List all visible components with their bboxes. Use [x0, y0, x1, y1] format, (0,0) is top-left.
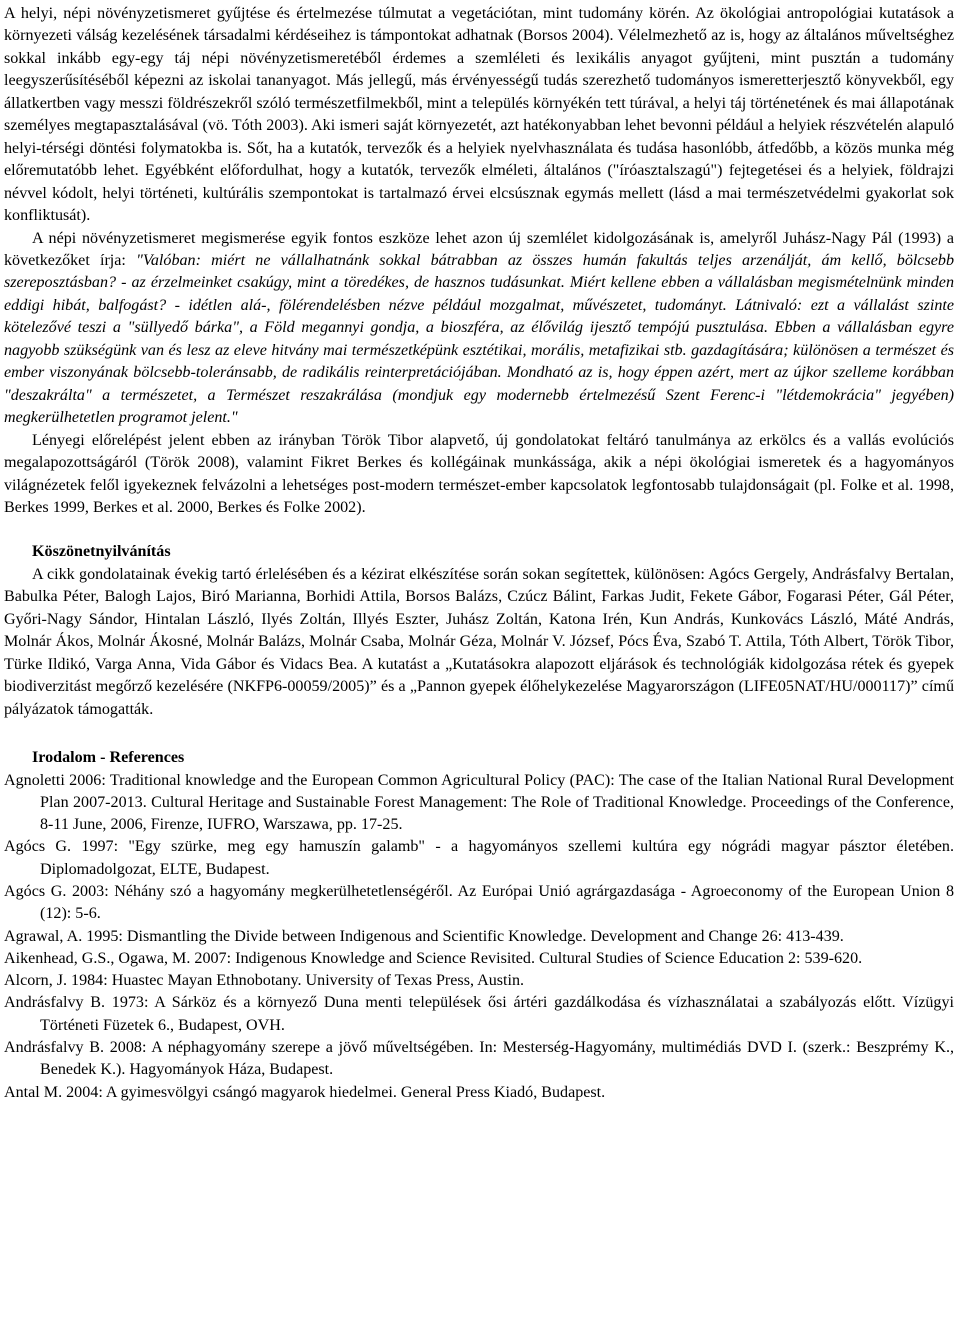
italic-quote-run: "Valóban: miért ne vállalhatnánk sokkal bátrabban az összes humán fakultás teljes arzenálját, ám kellő, bölcsebb szereposztásban? - az érzelmeinket csakúgy, mint a töredékes, de hasznos tudásunkat. Miért kellene ebben a vállalásban megismételnünk minden eddigi hibát, balfogást? - idétlen alá-, fölérendelésben nézve például mozgalmat, művészetet, tudományt. Látnivaló: ezt a vállalást szinte kötelezővé teszi a "süllyedő bárka", a Föld megannyi gondja, a bioszféra, az élővilág ijesztő tempójú pusztulása. Ebben a vállalásban egyre nagyobb szükségünk van és lesz az eleve hitvány mai természetképünk esztétikai, morális, metafizikai stb. gazdagítására; különösen a természet és ember viszonyának bölcsebb-toleránsabb, de radikális reinterpretációjában. Mondható az is, hogy éppen azért, mert az újkor szelleme korábban "deszakrálta" a természetet, a Természet reszakrálása (mondjuk egy modernebb értelmezésű Szent Ferenc-i "létdemokrácia" jegyében) megkerülhetetlen programot jelent." — [4, 251, 955, 427]
section-spacer — [4, 721, 954, 747]
acknowledgements-heading: Köszönetnyilvánítás — [32, 543, 171, 561]
reference-item: Agrawal, A. 1995: Dismantling the Divide between Indigenous and Scientific Knowledge. Development and Change 26: 413-439. — [4, 927, 844, 945]
reference-item: Alcorn, J. 1984: Huastec Mayan Ethnobotany. University of Texas Press, Austin. — [4, 972, 525, 990]
references-heading: Irodalom - References — [32, 749, 185, 767]
body-paragraph-1 — [4, 3, 954, 228]
text-run: A népi növényzetismeret megismerése egyik fontos eszköze lehet azon új szemlélet kidolgozásának is, amelyről Juhász-Nagy Pál (1993) a következőket írja: — [4, 229, 954, 269]
reference-item: Andrásfalvy B. 2008: A néphagyomány szerepe a jövő műveltségében. In: Mesterség-Hagyomány, multimédiás DVD I. (szerk.: Beszprémy K., Benedek K.). Hagyományok Háza, Budapest. — [4, 1039, 954, 1079]
text-run: A helyi, népi növényzetismeret gyűjtése és értelmezése túlmutat a vegetációtan, mint tudomány körén. Az ökológiai antropológiai kutatások a környezeti válság kezelésének társadalmi kérdéseihez is támpontokat adhatnak (Borsos 2004). Vélelmezhető az is, hogy az általános műveltséghez sokkal inkább egy-egy táj népi növényzetismeretéből érdemes a szemléleti és lexikális anyagot gyűjteni, mint pusztán a tudomány leegyszerűsítéséből képezni az iskolai tananyagot. Más jellegű, más érvényességű tudás szerezhető tudományos ismeretterjesztő könyvekből, egy állatkertben vagy messzi földrészekről szóló természetfilmekből, mint a település környékén tett túrával, a helyi táj történetének és mai állapotának személyes megtapasztalásával (vö. Tóth 2003). Aki ismeri saját környezetét, azt hatékonyabban lehet bevonni például a helyiek részvételén alapuló helyi-térségi döntési folymatokba is. Sőt, ha a kutatók, tervezők és a helyiek nyelvhasználata és tudása hasonlóbb, átfedőbb, a közös munka még előremutatóbb lehet. Egyébként előfordulhat, hogy a kutatók, tervezők elméleti, általános ("íróasztalszagú") fejtegetései és a helyiek, földrajzi névvel kódolt, helyi történeti, kultúrális szempontokat is tartalmazó érvei elcsúsznak egymás mellett (lásd a mai természetvédelmi gyakorlat sok konfliktusát). — [4, 5, 954, 225]
reference-list — [4, 770, 954, 1104]
text-run: Lényegi előrelépést jelent ebben az irányban Török Tibor alapvető, új gondolatokat feltáró tanulmánya az erkölcs és a vallás evolúciós megalapozottságáról (Török 2008), valamint Fikret Berkes és kollégáinak munkássága, akik a népi ökológiai ismeretek és a hagyományos világnézetek felől igyekeznek felvázolni a lehetséges post-modern természet-ember kapcsolatok legfontosabb tulajdonságait (pl. Folke et al. 1998, Berkes 1999, Berkes et al. 2000, Berkes és Folke 2002). — [4, 431, 954, 516]
reference-item: Agnoletti 2006: Traditional knowledge and the European Common Agricultural Policy (PAC): The case of the Italian National Rural Development Plan 2007-2013. Cultural Heritage and Sustainable Forest Management: The Role of Traditional Knowledge. Proceedings of the Conference, 8-11 June, 2006, Firenze, IUFRO, Warszawa, pp. 17-25. — [4, 771, 954, 834]
body-paragraph-2 — [4, 228, 954, 430]
reference-item: Antal M. 2004: A gyimesvölgyi csángó magyarok hiedelmei. General Press Kiadó, Budapest. — [4, 1083, 606, 1101]
references-section — [4, 747, 954, 1104]
body-paragraph-3 — [4, 430, 954, 520]
acknowledgements-text: A cikk gondolatainak évekig tartó érlelésében és a kézirat elkészítése során sokan segítettek, különösen: Agócs Gergely, Andrásfalvy Bertalan, Babulka Péter, Balogh Lajos, Biró Marianna, Borhidi Attila, Borsos Balázs, Czúcz Bálint, Farkas Judit, Fekete Gábor, Fogarasi Péter, Gál Péter, Győri-Nagy Sándor, Hintalan László, Ilyés Zoltán, Illyés Eszter, Juhász Zoltán, Katona Irén, Kun András, Kunkovács László, Máté András, Molnár Ákos, Molnár Ákosné, Molnár Balázs, Molnár Csaba, Molnár Géza, Molnár V. József, Pócs Éva, Szabó T. Attila, Tóth Albert, Török Tibor, Türke Ildikó, Varga Anna, Vida Gábor és Vidacs Bea. A kutatást a „Kutatásokra alapozott eljárások és technológiák kidolgozása rétek és gyepek biodiverzitást megőrző kezelésére (NKFP6-00059/2005)” és a „Pannon gyepek élőhelykezelése Magyarországon (LIFE05NAT/HU/000117)” című pályázatok támogatták. — [4, 565, 954, 718]
reference-item: Andrásfalvy B. 1973: A Sárköz és a környező Duna menti települések ősi ártéri gazdálkodása és vízhasználatai a szabályozás előtt. Vízügyi Történeti Füzetek 6., Budapest, OVH. — [4, 994, 954, 1034]
reference-item: Agócs G. 2003: Néhány szó a hagyomány megkerülhetetlenségéről. Az Európai Unió agrárgazdasága - Agroeconomy of the European Union 8 (12): 5-6. — [4, 882, 954, 923]
section-spacer — [4, 519, 954, 541]
acknowledgements-section — [4, 541, 954, 721]
reference-item: Agócs G. 1997: "Egy szürke, meg egy hamuszín galamb" - a hagyományos szellemi kultúra egy nógrádi magyar pásztor életében. Diplomadolgozat, ELTE, Budapest. — [4, 838, 954, 878]
reference-item: Aikenhead, G.S., Ogawa, M. 2007: Indigenous Knowledge and Science Revisited. Cultural Studies of Science Education 2: 539-620. — [4, 949, 863, 967]
